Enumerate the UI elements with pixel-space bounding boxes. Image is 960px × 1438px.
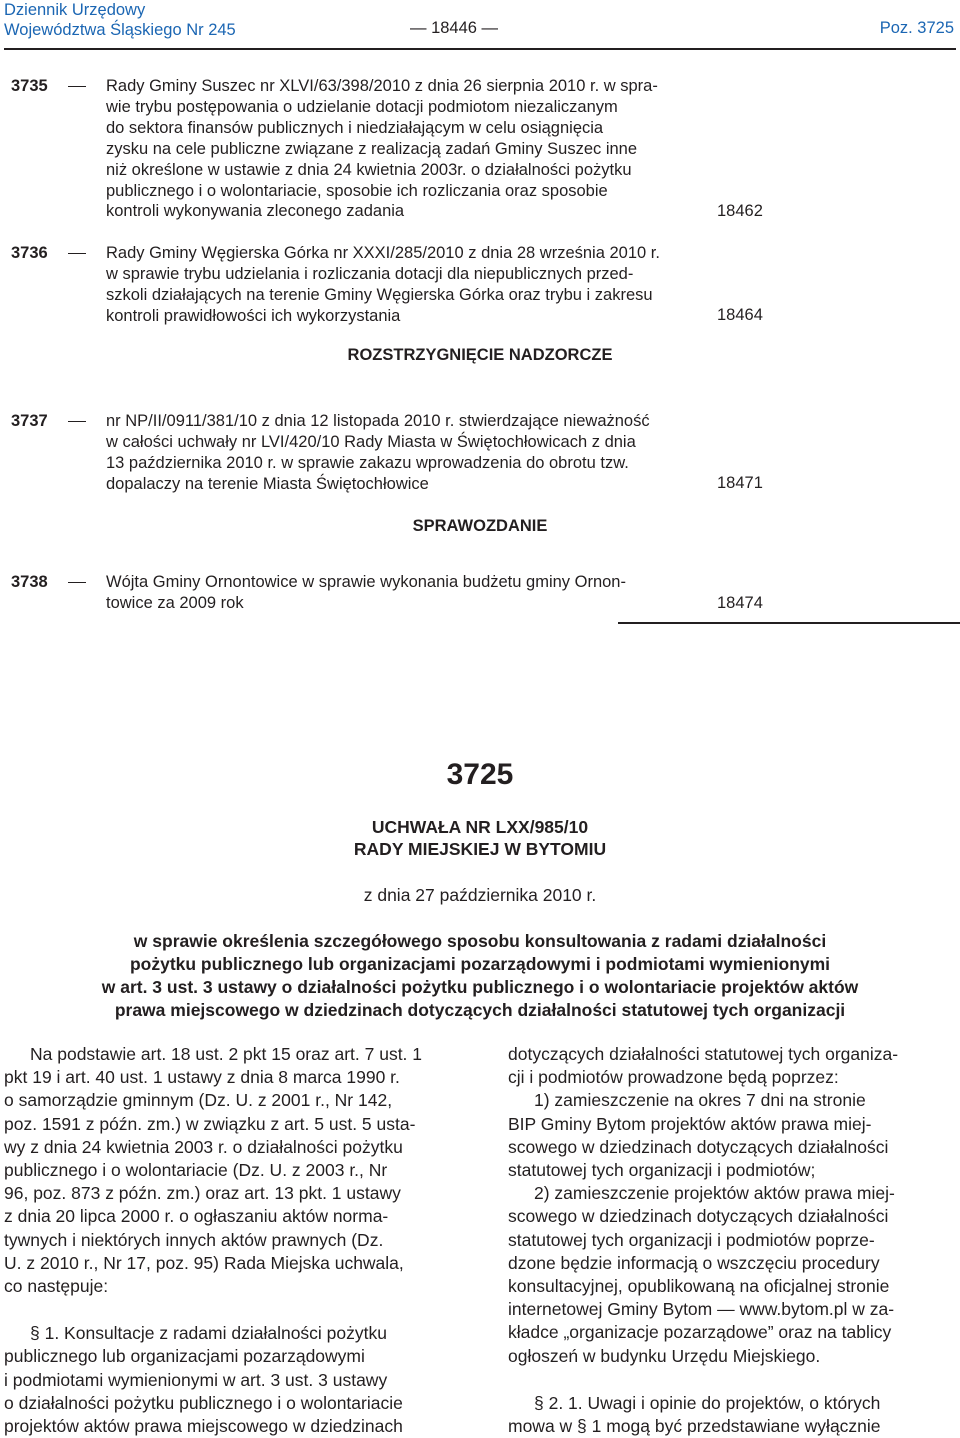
toc-dash (68, 86, 86, 87)
toc-line: dopalaczy na terenie Miasta Świętochłowice (106, 474, 429, 493)
toc-line: niż określone w ustawie z dnia 24 kwietnia 2003r. o działalności pożytku (106, 160, 632, 179)
toc-entry-number: 3738 (11, 573, 48, 591)
text-line: kładce „organizacje pozarządowe” oraz na tablicy (508, 1322, 892, 1343)
toc-line: wie trybu postępowania o udzielanie dotacji podmiotom niezaliczanym (106, 97, 618, 116)
toc-line: nr NP/II/0911/381/10 z dnia 12 listopada 2010 r. stwierdzające nieważność (106, 412, 650, 430)
text-line: poz. 1591 z późn. zm.) w związku z art. 5 ust. 5 usta- (4, 1113, 416, 1134)
toc-line: Wójta Gminy Ornontowice w sprawie wykonania budżetu gminy Ornon- (106, 573, 626, 591)
body-left-column (4, 1043, 453, 1438)
text-line: scowego w dziedzinach dotyczących działalności (508, 1206, 889, 1227)
text-line: U. z 2010 r., Nr 17, poz. 95) Rada Miejska uchwala, (4, 1252, 404, 1273)
text-line: i podmiotami wymienionymi w art. 3 ust. 3 ustawy (4, 1369, 388, 1390)
toc-line: szkoli działających na terenie Gminy Węgierska Górka oraz trybu i zakresu (106, 285, 653, 304)
body-right-column (508, 1043, 958, 1438)
text-line: § 1. Konsultacje z radami działalności pożytku (30, 1323, 387, 1344)
text-line: wy z dnia 24 kwietnia 2003 r. o działalności pożytku (4, 1136, 403, 1157)
section-title-report: SPRAWOZDANIE (412, 517, 548, 535)
section-divider (618, 622, 960, 624)
act-title-line: UCHWAŁA NR LXX/985/10 (371, 817, 589, 837)
text-line: mowa w § 1 mogą być przedstawiane wyłącznie (508, 1416, 881, 1437)
act-subject-line: w art. 3 ust. 3 ustawy o działalności pożytku publicznego i o wolontariacie projektów aktów (101, 977, 859, 997)
preamble (4, 1043, 453, 1298)
toc-line: kontroli wykonywania zleconego zadania (106, 202, 405, 221)
act-title-line: RADY MIEJSKIEJ W BYTOMIU (353, 839, 607, 859)
text-line: o działalności pożytku publicznego i o wolontariacie (4, 1392, 403, 1413)
text-line: § 2. 1. Uwagi i opinie do projektów, o których (534, 1392, 881, 1413)
toc-line: publicznego i o wolontariacie, sposobie ich rozliczania oraz sposobie (106, 181, 608, 200)
toc-entry-text (106, 243, 711, 327)
toc-line: Rady Gminy Suszec nr XLVI/63/398/2010 z dnia 26 sierpnia 2010 r. w spra- (106, 77, 658, 95)
toc-line: kontroli prawidłowości ich wykorzystania (106, 306, 401, 325)
section-title-supervisory: ROZSTRZYGNIĘCIE NADZORCZE (347, 346, 613, 364)
toc-entry-text (106, 76, 699, 222)
text-line: tywnych i niektórych innych aktów prawnych (Dz. (4, 1229, 384, 1250)
toc-entry-number: 3737 (11, 412, 48, 430)
paragraph-1-continued (508, 1043, 958, 1089)
list-item-2 (508, 1182, 958, 1368)
text-line: BIP Gminy Bytom projektów aktów prawa miej- (508, 1113, 872, 1134)
act-title (0, 816, 960, 860)
text-line: publicznego lub organizacjami pozarządowymi (4, 1346, 365, 1367)
position-number: Poz. 3725 (879, 19, 954, 37)
text-line: publicznego i o wolontariacie (Dz. U. z 2003 r., Nr (4, 1160, 388, 1181)
text-line: co następuje: (4, 1276, 109, 1297)
text-line: dotyczących działalności statutowej tych organiza- (508, 1044, 899, 1064)
list-item-1 (508, 1089, 958, 1182)
toc-dash (68, 253, 86, 254)
act-date: z dnia 27 października 2010 r. (363, 885, 597, 905)
toc-line: Rady Gminy Węgierska Górka nr XXXI/285/2010 z dnia 28 września 2010 r. (106, 244, 660, 262)
toc-line: w całości uchwały nr LVI/420/10 Rady Miasta w Świętochłowicach z dnia (106, 432, 636, 451)
act-subject-line: prawa miejscowego w dziedzinach dotyczących działalności statutowej tych organizacji (114, 1000, 846, 1020)
text-line: konsultacyjnej, opublikowaną na oficjalnej stronie (508, 1276, 890, 1297)
toc-line: 13 października 2010 r. w sprawie zakazu wprowadzenia do obrotu tzw. (106, 453, 629, 472)
toc-line: do sektora finansów publicznych i niedziałającym w celu osiągnięcia (106, 118, 604, 137)
journal-name: Dziennik Urzędowy (4, 1, 146, 19)
toc-entry-number: 3735 (11, 77, 48, 95)
paragraph-1 (4, 1322, 453, 1438)
journal-region: Województwa Śląskiego Nr 245 (4, 21, 236, 39)
toc-entry-text (106, 572, 699, 614)
text-line: 2) zamieszczenie projektów aktów prawa miej- (534, 1183, 895, 1204)
text-line: dzone będzie informacją o wszczęciu procedury (508, 1252, 880, 1273)
toc-entry-number: 3736 (11, 244, 48, 262)
text-line: statutowej tych organizacji i podmiotów; (508, 1160, 816, 1181)
text-line: z dnia 20 lipca 2000 r. o ogłaszaniu aktów norma- (4, 1206, 389, 1227)
text-line: 1) zamieszczenie na okres 7 dni na stronie (534, 1090, 866, 1111)
text-line: cji i podmiotów prowadzone będą poprzez: (508, 1067, 839, 1088)
text-line: projektów aktów prawa miejscowego w dziedzinach (4, 1416, 403, 1437)
journal-title (4, 0, 236, 40)
text-line: statutowej tych organizacji i podmiotów poprze- (508, 1229, 875, 1250)
toc-entry-page: 18464 (717, 306, 763, 324)
text-line: o samorządzie gminnym (Dz. U. z 2001 r., Nr 142, (4, 1090, 393, 1111)
text-line: 96, poz. 873 z późn. zm.) oraz art. 13 pkt. 1 ustawy (4, 1183, 401, 1204)
toc-entry-page: 18471 (717, 474, 763, 492)
page-header (0, 0, 960, 48)
header-rule (4, 48, 956, 50)
text-line: Na podstawie art. 18 ust. 2 pkt 15 oraz art. 7 ust. 1 (30, 1044, 423, 1064)
toc-entry-page: 18462 (717, 202, 763, 220)
toc-line: w sprawie trybu udzielania i rozliczania dotacji dla niepublicznych przed- (106, 264, 634, 283)
text-line: ogłoszeń w budynku Urzędu Miejskiego. (508, 1345, 821, 1366)
text-line: scowego w dziedzinach dotyczących działalności (508, 1136, 889, 1157)
act-subject-line: w sprawie określenia szczegółowego sposobu konsultowania z radami działalności (133, 931, 827, 951)
toc-dash (68, 421, 86, 422)
paragraph-2 (508, 1392, 958, 1438)
toc-entry-page: 18474 (717, 594, 763, 612)
page-number: — 18446 — (410, 19, 499, 37)
toc-line: zysku na cele publiczne związane z realizacją zadań Gminy Suszec inne (106, 139, 638, 158)
toc-entry-text (106, 411, 699, 495)
toc-dash (68, 582, 86, 583)
act-subject (60, 930, 900, 1022)
text-line: pkt 19 i art. 40 ust. 1 ustawy z dnia 8 marca 1990 r. (4, 1067, 400, 1088)
text-line: internetowej Gminy Bytom — www.bytom.pl w za- (508, 1299, 895, 1320)
act-number: 3725 (446, 758, 514, 791)
act-subject-line: pożytku publicznego lub organizacjami pozarządowymi i podmiotami wymienionymi (129, 954, 831, 974)
toc-line: towice za 2009 rok (106, 593, 244, 612)
